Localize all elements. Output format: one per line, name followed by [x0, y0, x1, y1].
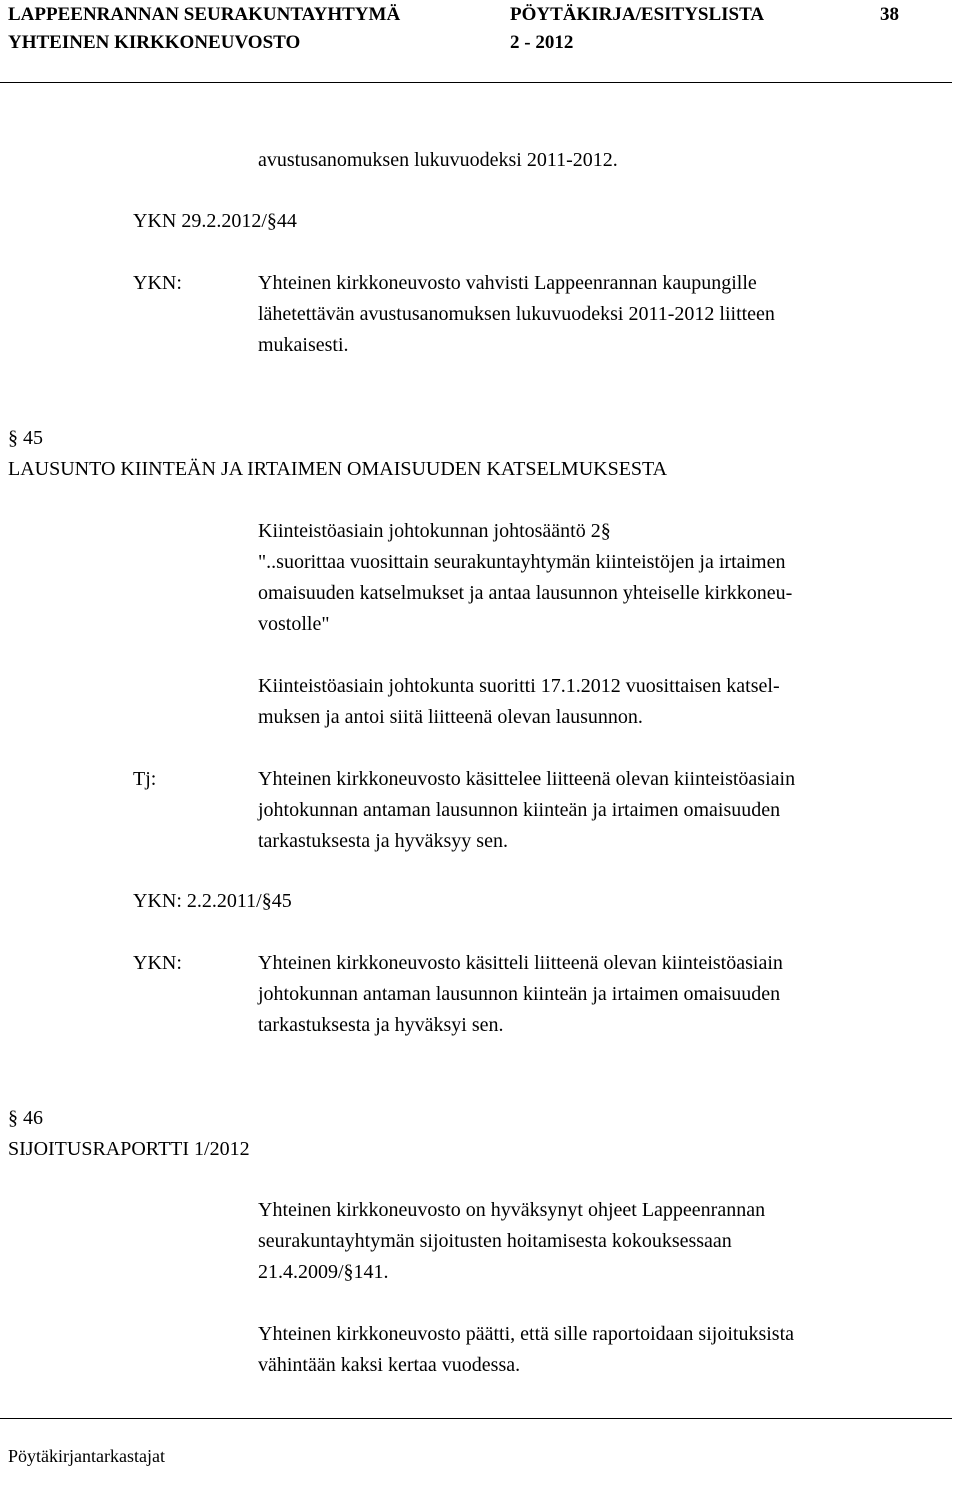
inspection-paragraph: [258, 671, 950, 733]
paragraph-line: Yhteinen kirkkoneuvosto päätti, että sille raportoidaan sijoituksista: [258, 1323, 794, 1345]
decision-label: YKN:: [133, 952, 182, 974]
quote-line: omaisuuden katselmukset ja antaa lausunnon yhteiselle kirkkoneu-: [258, 582, 793, 604]
section-46-paragraph-2: [258, 1319, 950, 1381]
decision-line: mukaisesti.: [258, 334, 349, 356]
decision-line: Yhteinen kirkkoneuvosto käsitteli liitteenä olevan kiinteistöasiain: [258, 952, 783, 974]
footer-signers-label: Pöytäkirjantarkastajat: [8, 1446, 165, 1466]
proposal-line: tarkastuksesta ja hyväksyy sen.: [258, 830, 508, 852]
rule-reference: [258, 516, 950, 547]
decision-line: lähetettävän avustusanomuksen lukuvuodeksi 2011-2012 liitteen: [258, 303, 775, 325]
section-46-number: § 46: [8, 1107, 43, 1129]
section-45-decision: [258, 948, 950, 1041]
section-45-title: LAUSUNTO KIINTEÄN JA IRTAIMEN OMAISUUDEN KATSELMUKSESTA: [8, 458, 668, 480]
section-46-paragraph-1: [258, 1195, 950, 1288]
decision-line: johtokunnan antaman lausunnon kiinteän ja irtaimen omaisuuden: [258, 983, 781, 1005]
proposal-line: Yhteinen kirkkoneuvosto käsittelee liitteenä olevan kiinteistöasiain: [258, 768, 796, 790]
section-46-title: SIJOITUSRAPORTTI 1/2012: [8, 1138, 250, 1160]
proposal-label: Tj:: [133, 768, 157, 790]
paragraph-line: Yhteinen kirkkoneuvosto on hyväksynyt ohjeet Lappeenrannan: [258, 1199, 766, 1221]
section-44-reference: YKN 29.2.2012/§44: [133, 210, 297, 232]
header-rule: [0, 82, 952, 83]
header-org-name: LAPPEENRANNAN SEURAKUNTAYHTYMÄ: [8, 4, 401, 25]
inspection-line: Kiinteistöasiain johtokunta suoritti 17.1.2012 vuosittaisen katsel-: [258, 675, 780, 697]
header-body-name: YHTEINEN KIRKKONEUVOSTO: [8, 32, 301, 53]
header-doc-type: PÖYTÄKIRJA/ESITYSLISTA: [510, 4, 765, 25]
paragraph-line: seurakuntayhtymän sijoitusten hoitamisesta kokouksessaan: [258, 1230, 732, 1252]
proposal-paragraph: [258, 764, 950, 857]
header-meeting-number: 2 - 2012: [510, 32, 574, 53]
rule-quote: [258, 547, 950, 640]
header-page-number: 38: [880, 4, 899, 25]
quote-line: "..suorittaa vuosittain seurakuntayhtymän kiinteistöjen ja irtaimen: [258, 551, 786, 573]
quote-line: vostolle": [258, 613, 330, 635]
footer-rule: [0, 1418, 952, 1419]
decision-label: YKN:: [133, 272, 182, 294]
proposal-line: johtokunnan antaman lausunnon kiinteän ja irtaimen omaisuuden: [258, 799, 781, 821]
section-45-reference: YKN: 2.2.2011/§45: [133, 890, 292, 912]
continued-text: avustusanomuksen lukuvuodeksi 2011-2012.: [258, 149, 618, 171]
section-44-decision: [258, 268, 950, 361]
paragraph-line: 21.4.2009/§141.: [258, 1261, 389, 1283]
section-45-number: § 45: [8, 427, 43, 449]
decision-line: Yhteinen kirkkoneuvosto vahvisti Lappeenrannan kaupungille: [258, 272, 757, 294]
rule-title: Kiinteistöasiain johtokunnan johtosääntö 2§: [258, 520, 611, 542]
paragraph-line: vähintään kaksi kertaa vuodessa.: [258, 1354, 521, 1376]
inspection-line: muksen ja antoi siitä liitteenä olevan lausunnon.: [258, 706, 643, 728]
decision-line: tarkastuksesta ja hyväksyi sen.: [258, 1014, 504, 1036]
